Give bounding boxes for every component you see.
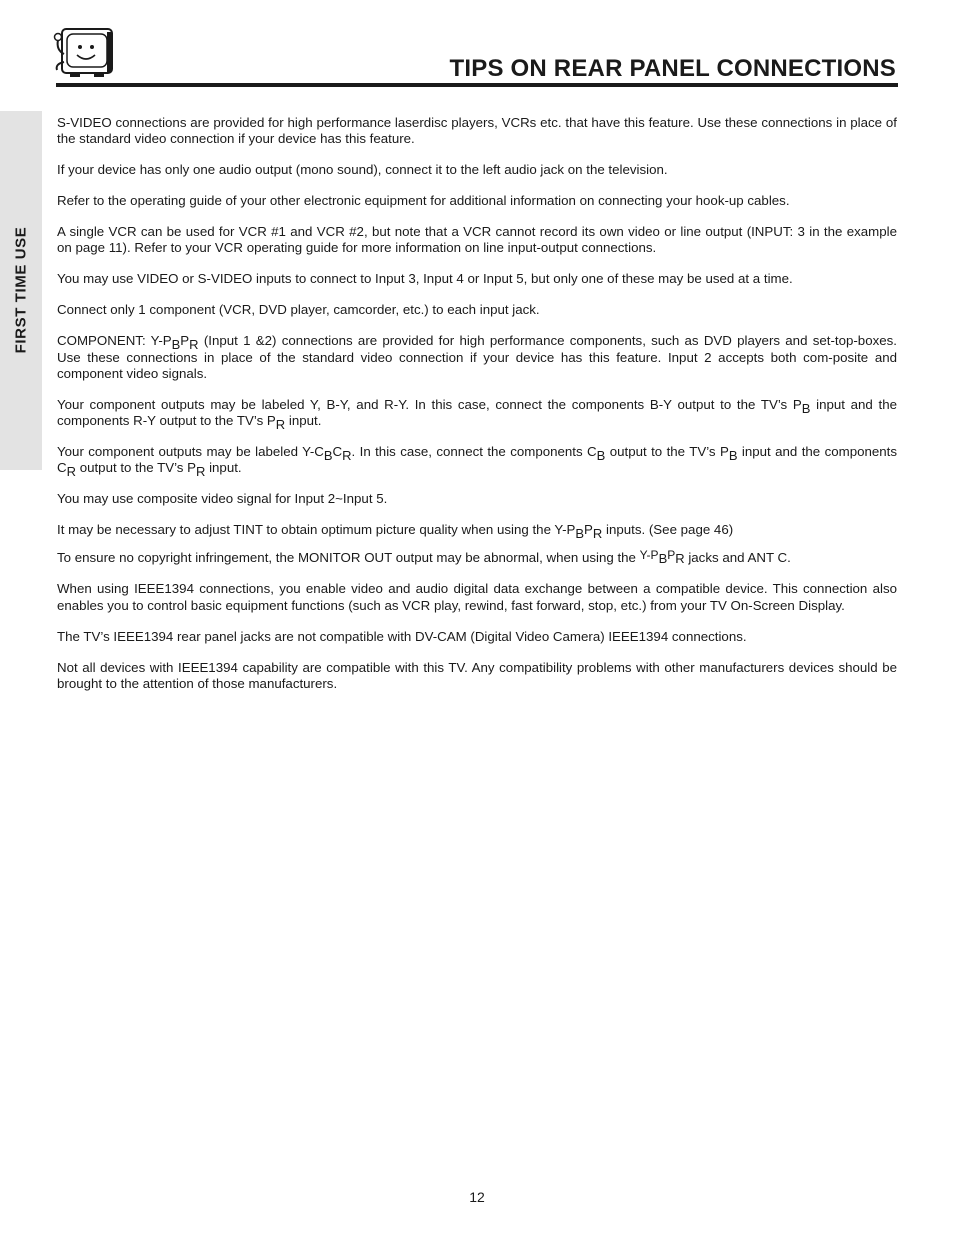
tip-paragraph-svideo: S-VIDEO connections are provided for high performance laserdisc players, VCRs etc. that have this feature. Use these connections in place of the standard video connection if your device has this feature. bbox=[57, 115, 897, 147]
tips-content bbox=[57, 115, 897, 707]
page-number: 12 bbox=[469, 1189, 485, 1205]
tip-paragraph-compatibility: Not all devices with IEEE1394 capability are compatible with this TV. Any compatibility problems with other manufacturers devices should be brought to the attention of those manufacturers. bbox=[57, 659, 897, 691]
tip-paragraph-single-vcr: A single VCR can be used for VCR #1 and VCR #2, but note that a VCR cannot record its own video or line output (INPUT: 3 in the example on page 11). Refer to your VCR operating guide for more information on line input-output connections. bbox=[57, 224, 897, 256]
tip-paragraph-tint: It may be necessary to adjust TINT to obtain optimum picture quality when using the $Y-P_BP_R$ inputs. (See page 46) bbox=[57, 522, 734, 542]
page-title: TIPS ON REAR PANEL CONNECTIONS bbox=[449, 55, 896, 82]
tip-paragraph-by-ry: Your component outputs may be labeled Y, B-Y, and R-Y. In this case, connect the components B-Y output to the TV’s $P_B$ input and the components R-Y output to the TV’s $P_R$ input. bbox=[57, 396, 897, 433]
tip-paragraph-one-component: Connect only 1 component (VCR, DVD player, camcorder, etc.) to each input jack. bbox=[57, 302, 540, 318]
tip-paragraph-cbcr: Your component outputs may be labeled $Y-C_BC_R$. In this case, connect the components $C_B$ output to the TV’s $P_B$ input and the components $C_R$ output to the TV’s $P_R$ input. bbox=[57, 444, 898, 480]
tip-paragraph-mono-audio: If your device has only one audio output (mono sound), connect it to the left audio jack on the television. bbox=[57, 162, 668, 178]
tv-mascot-icon bbox=[52, 26, 114, 78]
title-divider bbox=[56, 83, 898, 87]
tip-paragraph-video-inputs: You may use VIDEO or S-VIDEO inputs to connect to Input 3, Input 4 or Input 5, but only one of these may be used at a time. bbox=[57, 271, 793, 287]
tip-paragraph-copyright: To ensure no copyright infringement, the MONITOR OUT output may be abnormal, when using the $^{Y-P_BP_R}$ jacks and ANT C. bbox=[57, 548, 791, 567]
tip-paragraph-composite: You may use composite video signal for Input 2~Input 5. bbox=[57, 491, 388, 507]
tip-paragraph-operating-guide: Refer to the operating guide of your other electronic equipment for additional information on connecting your hook-up cables. bbox=[57, 193, 790, 209]
tip-paragraph-ieee1394: When using IEEE1394 connections, you enable video and audio digital data exchange between a compatible device. This connection also enables you to control basic equipment functions (such as VCR play, rewind, fast forward, stop, etc.) from your TV On-Screen Display. bbox=[57, 581, 897, 613]
tip-paragraph-component: COMPONENT: $Y-P_BP_R$ (Input 1 &2) connections are provided for high performance components, such as DVD players and set-top-boxes. Use these connections in place of the standard video connection if your device has this feature. Input 2 accepts both com-posite and component video signals. bbox=[57, 333, 897, 381]
tip-paragraph-dv-cam: The TV’s IEEE1394 rear panel jacks are not compatible with DV-CAM (Digital Video Camera) IEEE1394 connections. bbox=[57, 628, 747, 644]
section-side-tab-label: FIRST TIME USE bbox=[12, 226, 30, 354]
